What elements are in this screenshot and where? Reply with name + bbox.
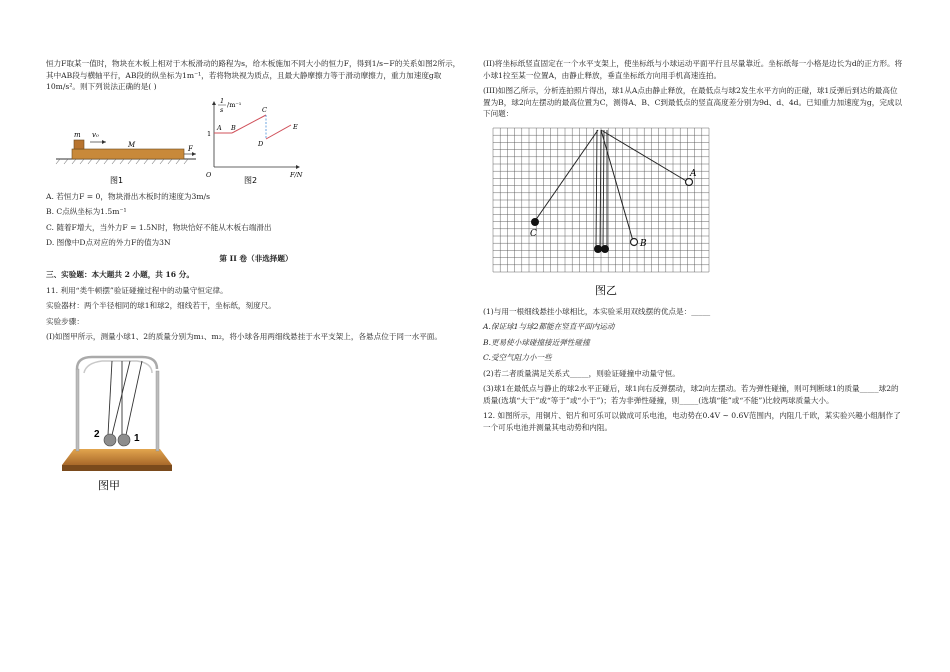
figure-2-caption: 图2 xyxy=(244,175,258,185)
ylabel-unit: /m⁻¹ xyxy=(227,100,242,109)
label-v0: v₀ xyxy=(92,130,99,139)
ball-A xyxy=(686,178,693,185)
ball-C xyxy=(531,218,539,226)
figure-1-caption: 图1 xyxy=(110,175,124,185)
question-intro: 恒力F取某一值时，物块在木板上相对于木板滑动的路程为s，给木板施加不同大小的恒力F，得到1/s−F的关系如图2所示，其中AB段与横轴平行，AB段的纵坐标为1m⁻¹，若将物块视为质点，且最大静摩擦力等于滑动摩擦力，重力加速度g取10m/s²。则下列说法正确的是( ) xyxy=(46,59,461,91)
figure-yi-grid xyxy=(483,124,903,304)
origin-O: O xyxy=(206,170,212,179)
ylabel-numerator: 1 xyxy=(220,96,225,105)
point-D: D xyxy=(258,139,264,148)
ball-1 xyxy=(118,434,130,446)
ball-1-label: 1 xyxy=(134,432,140,444)
label-C: C xyxy=(530,228,537,239)
point-B: B xyxy=(231,123,236,132)
option-b: B. C点纵坐标为1.5m⁻¹ xyxy=(46,207,127,216)
materials: 实验器材：两个半径相同的球1和球2，细线若干，坐标纸，刻度尺。 xyxy=(46,301,276,310)
label-M: M xyxy=(128,140,136,149)
right-column xyxy=(483,58,903,437)
question-1-option-a: A.保证球1与球2都能在竖直平面内运动 xyxy=(483,322,615,331)
figure-2-graph xyxy=(206,97,303,185)
tick-1: 1 xyxy=(207,129,212,138)
xlabel: F/N xyxy=(290,170,303,179)
ylabel-denominator: s xyxy=(220,105,224,114)
figure-1-board xyxy=(46,97,466,229)
point-C: C xyxy=(262,105,267,114)
section-title: 第 II 卷（非选择题） xyxy=(219,253,293,263)
option-d: D. 图像中D点对应的外力F的值为3N xyxy=(46,238,171,247)
point-A: A xyxy=(217,123,222,132)
question-12: 12. 如图所示，用铜片、铝片和可乐可以做成可乐电池，电动势在0.4V ~ 0.6V范围内，内阻几千欧，某实验兴趣小组制作了一个可乐电池并测量其电动势和内阻。 xyxy=(483,411,901,432)
step-2: (II)将坐标纸竖直固定在一个水平支架上，使坐标纸与小球运动平面平行且尽量靠近。坐标纸每一小格是边长为d的正方形。将小球1拉至某一位置A，由静止释放，垂直坐标纸方向用手机高速连拍。 xyxy=(483,59,903,80)
block xyxy=(74,140,84,149)
ball-lowest-2 xyxy=(594,245,602,253)
ball-B xyxy=(631,238,638,245)
ball-lowest-1 xyxy=(601,245,609,253)
label-A: A xyxy=(690,168,697,179)
question-1-option-c: C.受空气阻力小一些 xyxy=(483,353,552,362)
question-3: (3)球1在最低点与静止的球2水平正碰后，球1向右反弹摆动，球2向左摆动。若为弹性碰撞，则可判断球1的质量_____球2的质量(选填“大于”或“等于”或“小于”)；若为非弹性碰撞，则_____(选填“能”或“不能”)比较两球质量大小。 xyxy=(483,384,899,405)
question-2: (2)若二者质量满足关系式_____，则验证碰撞中动量守恒。 xyxy=(483,368,680,378)
step-1: (I)如图甲所示，测量小球1、2的质量分别为m₁、m₂，将小球各用两细线悬挂于水平支架上，各悬点位于同一水平面。 xyxy=(46,332,442,341)
section-heading: 三、实验题：本大题共 2 小题，共 16 分。 xyxy=(46,270,194,279)
plank xyxy=(72,149,184,159)
ball-2 xyxy=(104,434,116,446)
label-m: m xyxy=(74,130,81,139)
left-column xyxy=(46,58,466,497)
point-E: E xyxy=(293,122,298,131)
figure-jia-caption: 图甲 xyxy=(98,478,120,492)
question-11: 11. 利用“类牛顿摆”验证碰撞过程中的动量守恒定律。 xyxy=(46,285,228,295)
figure-jia-apparatus xyxy=(62,347,202,497)
question-1: (1)与用一根细线悬挂小球相比，本实验采用双线摆的优点是：_____ xyxy=(483,306,711,316)
figures-1-2 xyxy=(46,97,466,229)
option-c: C. 随着F增大，当外力F = 1.5N时，物块恰好不能从木板右端滑出 xyxy=(46,222,272,232)
option-a: A. 若恒力F = 0，物块滑出木板时的速度为3m/s xyxy=(46,191,210,201)
ball-2-label: 2 xyxy=(94,428,100,440)
label-B: B xyxy=(640,238,647,249)
steps-label: 实验步骤： xyxy=(46,316,84,326)
question-1-option-b: B.更易使小球碰撞接近弹性碰撞 xyxy=(483,337,590,347)
step-3: (III)如图乙所示，分析连拍照片得出，球1从A点由静止释放，在最低点与球2发生水平方向的正碰，球1反弹后到达的最高位置为B，球2向左摆动的最高位置为C，测得A、B、C到最低点的竖直高度差分别为9d、d、4d。已知重力加速度为g，完成以下问题： xyxy=(483,86,903,118)
figure-yi-caption: 图乙 xyxy=(595,283,617,297)
label-F: F xyxy=(188,144,193,153)
